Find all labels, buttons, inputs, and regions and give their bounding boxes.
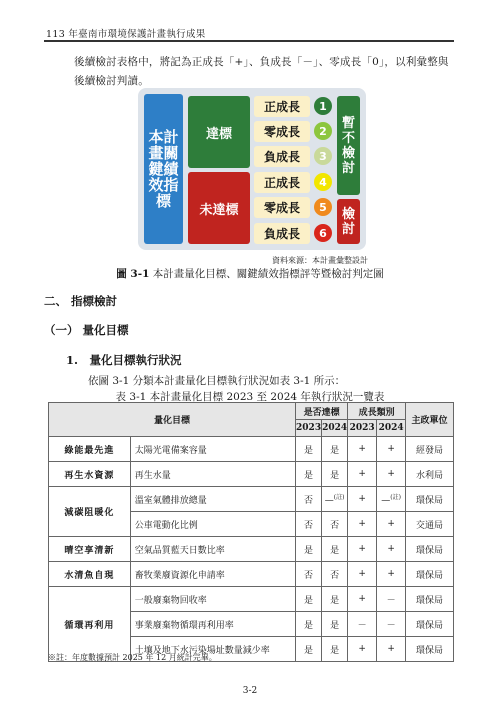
growth-category-box: 零成長 <box>254 197 310 218</box>
unit-cell: 交通局 <box>406 512 454 537</box>
figure-caption-label: 圖 3-1 <box>116 268 150 280</box>
indicator-cell: 太陽光電備案容量 <box>130 437 295 462</box>
rating-number-circle: 4 <box>314 173 332 191</box>
category-cell: 循環再利用 <box>49 587 131 662</box>
category-cell: 再生水資源 <box>49 462 131 487</box>
growth-cell: + <box>377 562 406 587</box>
met-cell: 否 <box>322 562 348 587</box>
growth-cell: － <box>377 587 406 612</box>
indicator-cell: 公車電動化比例 <box>130 512 295 537</box>
growth-cell: － <box>348 612 377 637</box>
table-caption: 表 3-1 本計畫量化目標 2023 至 2024 年執行狀況一覽表 <box>115 391 385 403</box>
header-year: 2023 <box>296 420 322 437</box>
met-cell: 否 <box>296 562 322 587</box>
rating-number-circle: 1 <box>314 97 332 115</box>
met-cell: 是 <box>322 612 348 637</box>
footnote-marker: (註) <box>333 494 345 501</box>
review-box: 檢討 <box>337 199 360 244</box>
growth-cell: + <box>348 462 377 487</box>
growth-cell: + <box>377 537 406 562</box>
rating-number-circle: 5 <box>314 198 332 216</box>
header-year: 2023 <box>348 420 377 437</box>
met-cell: 是 <box>322 462 348 487</box>
growth-cell: + <box>377 462 406 487</box>
header-met: 是否達標 <box>296 403 348 420</box>
growth-value: — <box>381 496 391 506</box>
indicator-cell: 再生水量 <box>130 462 295 487</box>
unit-cell: 經發局 <box>406 437 454 462</box>
indicator-cell: 事業廢棄物循環再利用率 <box>130 612 295 637</box>
growth-category-box: 負成長 <box>254 223 310 244</box>
indicator-cell: 溫室氣體排放總量 <box>130 487 295 512</box>
header-target: 量化目標 <box>49 403 296 437</box>
growth-cell: － <box>377 612 406 637</box>
growth-cell: + <box>348 437 377 462</box>
section-heading: 二、 指標檢討 <box>44 294 118 308</box>
growth-cell: + <box>348 587 377 612</box>
met-cell: 否 <box>296 512 322 537</box>
figure-caption <box>0 266 500 281</box>
met-cell: 是 <box>296 537 322 562</box>
figure-caption-text: 本計畫量化目標、關鍵績效指標評等暨檢討判定圖 <box>152 268 384 280</box>
unit-cell: 環保局 <box>406 537 454 562</box>
item-heading: 1. 量化目標執行狀況 <box>66 353 182 367</box>
indicator-cell: 空氣品質藍天日數比率 <box>130 537 295 562</box>
unit-cell: 環保局 <box>406 487 454 512</box>
figure-source: 資料來源：本計畫彙整設計 <box>272 256 368 265</box>
intro-paragraph: 後續檢討表格中，將記為正成長「+」、負成長「－」、零成長「0」，以利彙整與後續檢討判讀。 <box>74 56 449 87</box>
met-cell: 是 <box>296 612 322 637</box>
table-row <box>49 562 454 587</box>
table-row <box>49 587 454 612</box>
header-year: 2024 <box>322 420 348 437</box>
table-row <box>49 437 454 462</box>
unit-cell: 環保局 <box>406 612 454 637</box>
met-cell: 是 <box>296 587 322 612</box>
no-review-box: 暫不檢討 <box>337 96 360 195</box>
running-header: 113 年臺南市環境保護計畫執行成果 <box>46 29 206 40</box>
target-missed-box: 未達標 <box>188 172 250 244</box>
unit-cell: 環保局 <box>406 637 454 662</box>
table-footnote: ※註：年度數據預計 2025 年 12 月統計完畢。 <box>48 653 217 662</box>
growth-cell: + <box>348 487 377 512</box>
rating-number-circle: 3 <box>314 147 332 165</box>
growth-cell <box>377 487 406 512</box>
met-cell: 是 <box>322 637 348 662</box>
target-met-box: 達標 <box>188 96 250 168</box>
growth-cell: + <box>348 637 377 662</box>
table-row <box>49 462 454 487</box>
header-year: 2024 <box>377 420 406 437</box>
growth-cell: + <box>377 512 406 537</box>
growth-category-box: 零成長 <box>254 121 310 142</box>
page-number: 3-2 <box>242 686 258 696</box>
header-unit: 主政單位 <box>406 403 454 437</box>
growth-cell: + <box>377 637 406 662</box>
table-intro-paragraph: 依圖 3-1 分類本計畫量化目標執行狀況如表 3-1 所示： <box>88 375 346 387</box>
met-cell <box>322 487 348 512</box>
subsection-heading: （一） 量化目標 <box>44 323 129 337</box>
growth-cell: + <box>348 512 377 537</box>
met-cell: 是 <box>296 462 322 487</box>
met-cell: 是 <box>296 637 322 662</box>
indicator-cell: 土壤及地下水污染場址數量減少率 <box>130 637 295 662</box>
header-rule <box>44 40 454 42</box>
met-cell: 是 <box>322 537 348 562</box>
kpi-evaluation-diagram <box>138 88 366 250</box>
table-row <box>49 537 454 562</box>
unit-cell: 環保局 <box>406 562 454 587</box>
table-row <box>49 487 454 512</box>
met-cell: 是 <box>296 437 322 462</box>
growth-category-box: 正成長 <box>254 96 310 117</box>
category-cell: 減碳阻暖化 <box>49 487 131 537</box>
category-cell: 晴空享清新 <box>49 537 131 562</box>
met-cell: 否 <box>296 487 322 512</box>
kpi-main-box: 本計畫關鍵績效指標 <box>144 94 183 244</box>
growth-cell: + <box>377 437 406 462</box>
met-cell: 否 <box>322 512 348 537</box>
unit-cell: 水利局 <box>406 462 454 487</box>
growth-category-box: 負成長 <box>254 146 310 167</box>
unit-cell: 環保局 <box>406 587 454 612</box>
rating-number-circle: 2 <box>314 122 332 140</box>
met-cell: 是 <box>322 437 348 462</box>
category-cell: 綠能最先進 <box>49 437 131 462</box>
growth-category-box: 正成長 <box>254 172 310 193</box>
growth-cell: + <box>348 537 377 562</box>
met-value: — <box>324 496 334 506</box>
targets-table <box>48 402 454 662</box>
indicator-cell: 畜牧業廢資源化申請率 <box>130 562 295 587</box>
indicator-cell: 一般廢棄物回收率 <box>130 587 295 612</box>
rating-number-circle: 6 <box>314 224 332 242</box>
category-cell: 水清魚自現 <box>49 562 131 587</box>
header-growth: 成長類別 <box>348 403 406 420</box>
growth-cell: + <box>348 562 377 587</box>
met-cell: 是 <box>322 587 348 612</box>
footnote-marker: (註) <box>390 494 401 501</box>
